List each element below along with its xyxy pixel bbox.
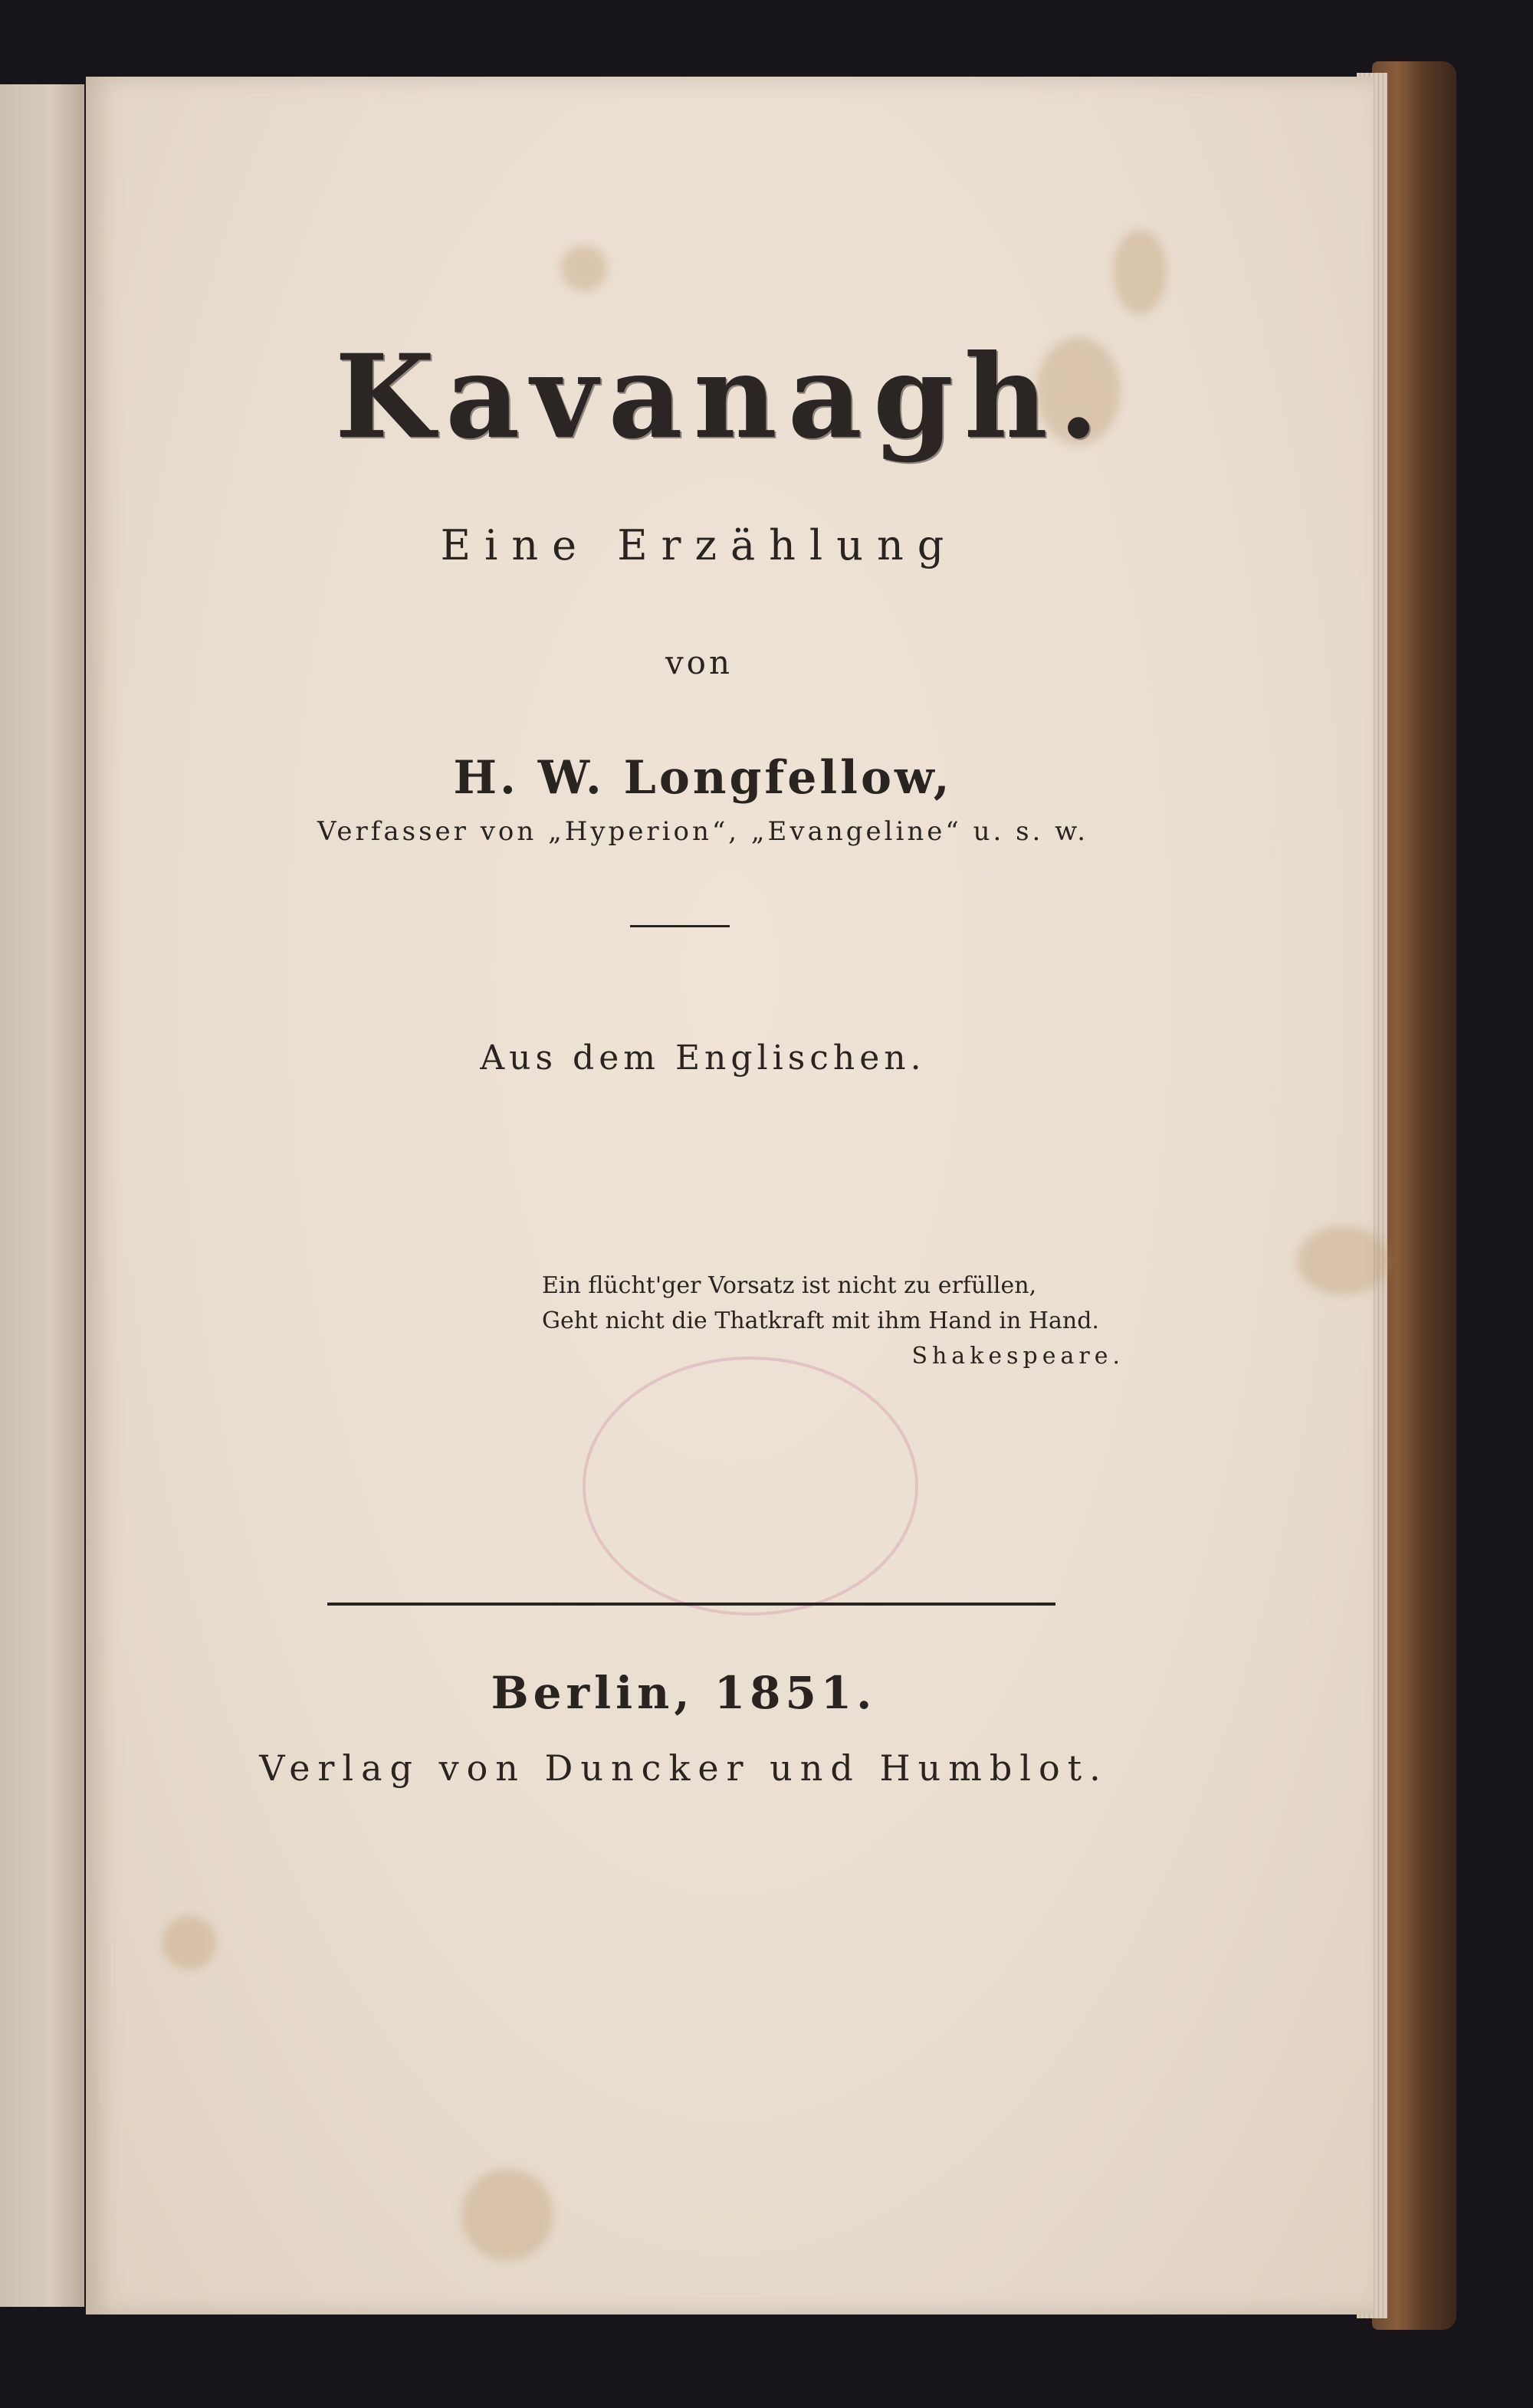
facing-page-edge — [0, 84, 84, 2307]
long-divider — [327, 1603, 1055, 1606]
book-title: Kavanagh. — [334, 330, 1110, 464]
translation-note: Aus dem Englischen. — [480, 1038, 926, 1078]
book-subtitle: Eine Erzählung — [440, 521, 958, 569]
epigraph-line: Ein flücht'ger Vorsatz ist nicht zu erfüllen, — [542, 1272, 1037, 1299]
by-line: von — [665, 644, 734, 681]
epigraph-line: Geht nicht die Thatkraft mit ihm Hand in Hand. — [542, 1307, 1099, 1334]
short-divider — [630, 925, 730, 927]
publisher: Verlag von Duncker und Humblot. — [259, 1747, 1108, 1789]
epigraph-attribution: Shakespeare. — [911, 1343, 1124, 1370]
place-and-year: Berlin, 1851. — [491, 1667, 877, 1719]
epigraph — [542, 1268, 1124, 1374]
author-name: H. W. Longfellow, — [453, 751, 953, 805]
title-page-content — [86, 77, 1374, 2315]
author-description: Verfasser von „Hyperion“, „Evangeline“ u. s. w. — [317, 816, 1089, 847]
